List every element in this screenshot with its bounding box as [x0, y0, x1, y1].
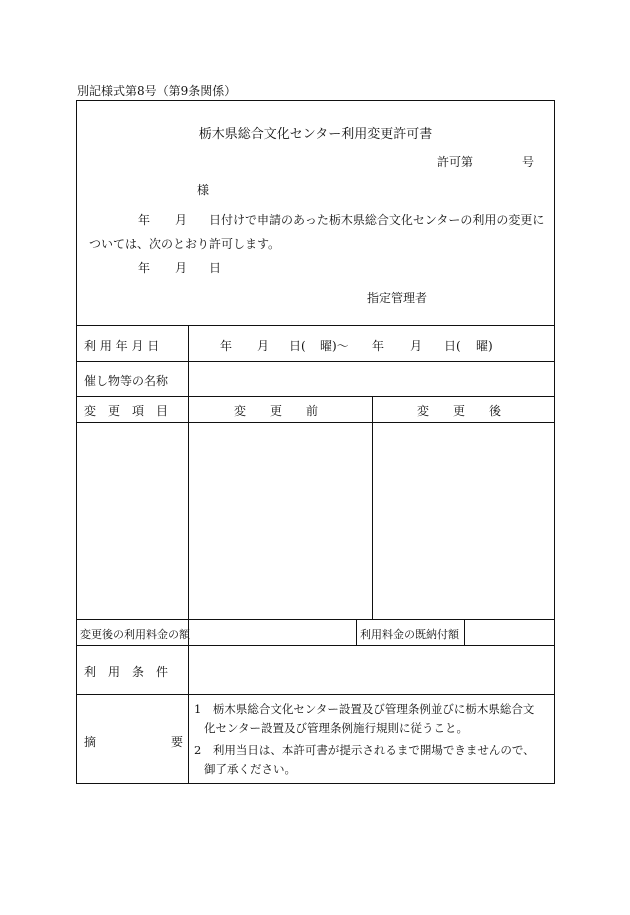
note-1-line-2: 化センター設置及び管理条例施行規則に従うこと。	[204, 721, 469, 735]
usage-date-day: 日(	[289, 339, 306, 353]
usage-date-weekday: 曜)～	[320, 339, 349, 353]
usage-conditions-label: 利 用 条 件	[84, 665, 169, 679]
usage-date-year-end: 年	[372, 339, 385, 353]
usage-date-month: 月	[257, 339, 270, 353]
note-2-line-1: 2 利用当日は、本許可書が提示されるまで開場できませんので、	[194, 743, 535, 757]
usage-date-weekday-end: 曜)	[476, 339, 493, 353]
permit-body-line-1: 日付けで申請のあった栃木県総合文化センターの利用の変更に	[209, 213, 545, 227]
permit-form	[76, 100, 555, 784]
designated-manager: 指定管理者	[367, 291, 428, 305]
note-2-line-2: 御了承ください。	[204, 762, 296, 776]
fee-paid-label: 利用料金の既納付額	[360, 628, 459, 641]
note-1-line-1: 1 栃木県総合文化センター設置及び管理条例並びに栃木県総合文	[194, 702, 535, 716]
addressee-suffix: 様	[197, 183, 210, 197]
application-date-year: 年	[138, 213, 151, 227]
notes-label-2: 要	[171, 735, 184, 749]
event-name-label: 催し物等の名称	[84, 374, 169, 388]
issue-date-day: 日	[209, 261, 222, 275]
application-date-month: 月	[175, 213, 188, 227]
usage-date-day-end: 日(	[444, 339, 461, 353]
fee-after-change-label: 変更後の利用料金の額	[80, 628, 190, 641]
permit-number-suffix: 号	[522, 155, 535, 169]
after-change-label: 変 更 後	[417, 404, 502, 418]
issue-date-month: 月	[175, 261, 188, 275]
change-item-label: 変 更 項 目	[84, 404, 169, 418]
form-title: 栃木県総合文化センター利用変更許可書	[198, 127, 433, 142]
usage-date-year: 年	[220, 339, 233, 353]
issue-date-year: 年	[138, 261, 151, 275]
before-change-label: 変 更 前	[234, 404, 319, 418]
permit-body-line-2: ついては、次のとおり許可します。	[89, 237, 281, 251]
usage-date-month-end: 月	[410, 339, 423, 353]
permit-number-prefix: 許可第	[437, 155, 474, 169]
notes-label-1: 摘	[84, 735, 97, 749]
usage-date-label: 利 用 年 月 日	[84, 339, 160, 353]
form-reference: 別記様式第8号（第9条関係）	[77, 84, 237, 98]
